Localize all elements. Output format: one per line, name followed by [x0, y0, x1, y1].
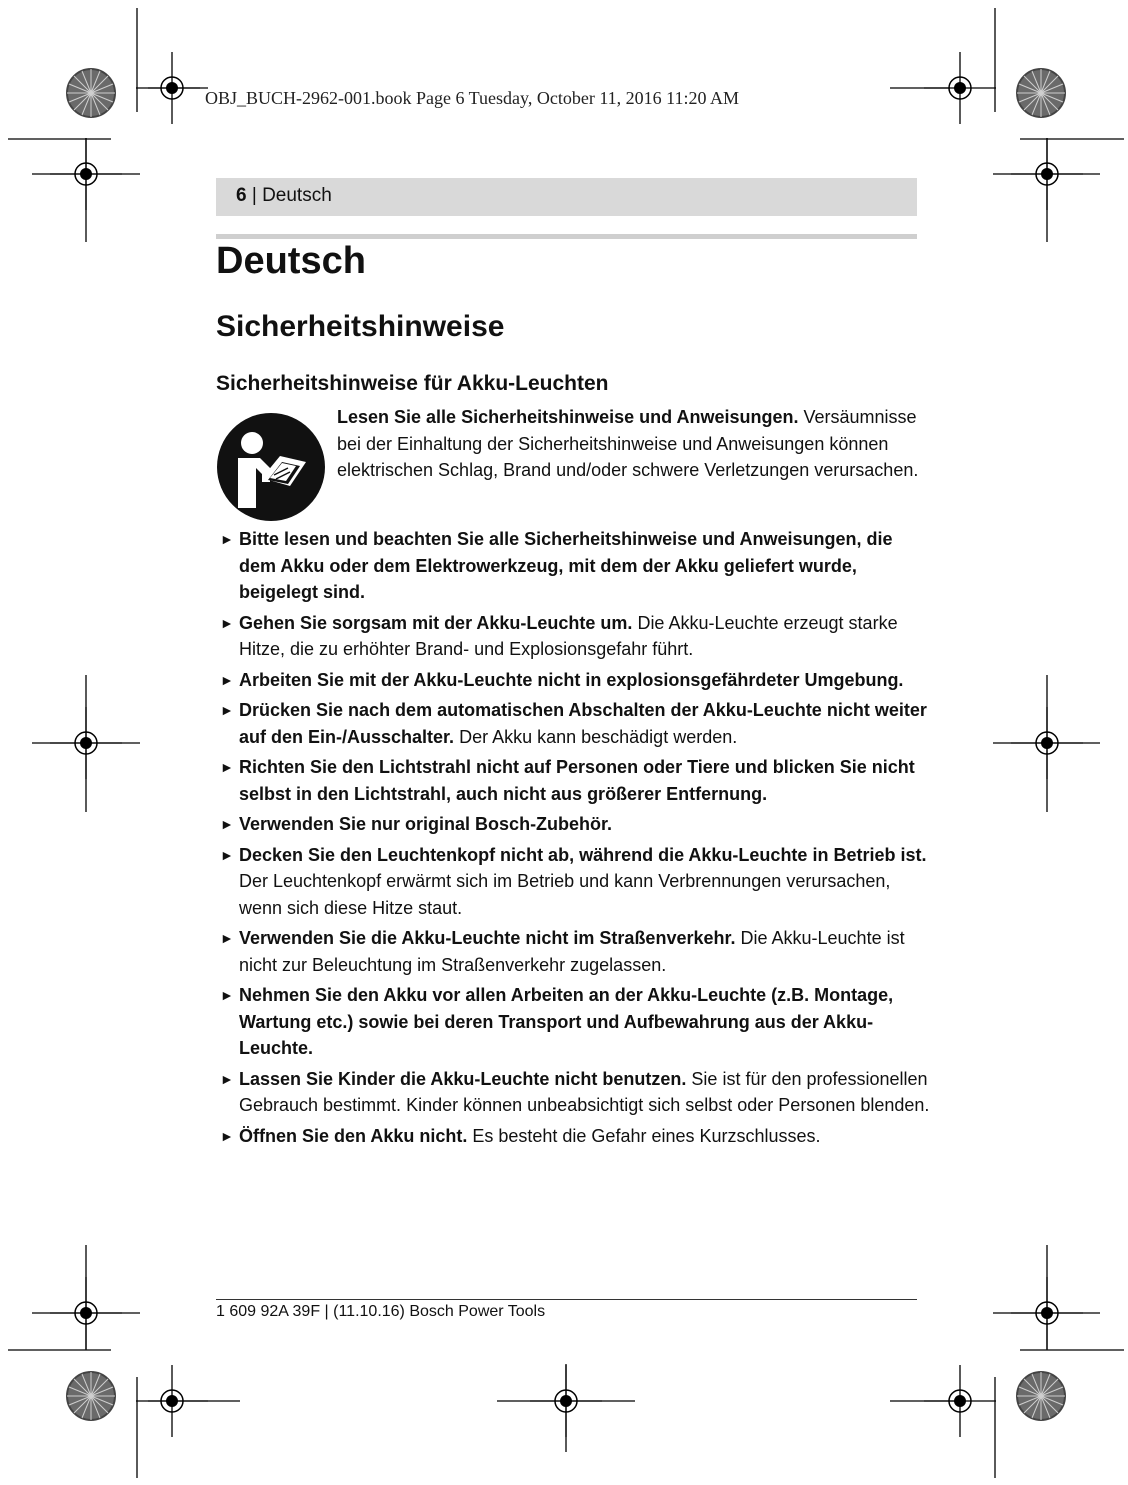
section-title: Sicherheitshinweise: [216, 310, 505, 343]
safety-bullet-item: [220, 982, 932, 1062]
page-number: 6: [236, 185, 247, 206]
safety-bullet-item: [220, 526, 932, 606]
safety-bullet-item: [220, 1123, 932, 1150]
bullet-bold-text: Arbeiten Sie mit der Akku-Leuchte nicht in explosionsgefährdeter Umgebung.: [239, 669, 904, 690]
safety-bullet-item: [220, 754, 932, 807]
bullet-arrow-icon: ►: [220, 531, 234, 547]
header-separator: |: [246, 185, 263, 206]
bullet-text: Der Akku kann beschädigt werden.: [454, 726, 738, 747]
printer-slug-line: OBJ_BUCH-2962-001.book Page 6 Tuesday, October 11, 2016 11:20 AM: [205, 88, 739, 108]
bullet-arrow-icon: ►: [220, 816, 234, 832]
bullet-arrow-icon: ►: [220, 987, 234, 1003]
bullet-bold-text: Decken Sie den Leuchtenkopf nicht ab, während die Akku-Leuchte in Betrieb ist.: [239, 844, 927, 865]
safety-bullet-item: [220, 842, 932, 922]
intro-paragraph: [337, 404, 922, 484]
bullet-bold-text: Drücken Sie nach dem automatischen Abschalten der Akku-Leuchte nicht weiter auf den Ein-/Ausschalter.: [239, 700, 927, 747]
safety-bullet-item: [220, 1066, 932, 1119]
bullet-bold-text: Öffnen Sie den Akku nicht.: [239, 1125, 468, 1146]
bullet-bold-text: Verwenden Sie nur original Bosch-Zubehör.: [239, 814, 613, 834]
footer-rule: [216, 1299, 917, 1300]
bullet-text: Sie ist für den professionellen Gebrauch bestimmt. Kinder können unbeabsichtigt sich selbst oder Personen blenden.: [239, 1068, 930, 1115]
page-footer: 1 609 92A 39F | (11.10.16) Bosch Power Tools: [216, 1303, 546, 1320]
bullet-bold-text: Lassen Sie Kinder die Akku-Leuchte nicht benutzen.: [239, 1068, 687, 1089]
subsection-title: Sicherheitshinweise für Akku-Leuchten: [216, 372, 609, 395]
bullet-arrow-icon: ►: [220, 1070, 234, 1087]
bullet-bold-text: Gehen Sie sorgsam mit der Akku-Leuchte um.: [239, 612, 633, 633]
title-rule: [216, 234, 917, 239]
bullet-arrow-icon: ►: [220, 846, 234, 863]
bullet-text: Die Akku-Leuchte ist nicht zur Beleuchtung im Straßenverkehr zugelassen.: [239, 928, 905, 975]
running-header-text: [236, 185, 332, 207]
safety-bullet-item: [220, 667, 932, 694]
page-title: Deutsch: [216, 240, 366, 282]
bullet-bold-text: Bitte lesen und beachten Sie alle Sicherheitshinweise und Anweisungen, die dem Akku oder dem Elektrowerkzeug, mit dem der Akku geliefert wurde, beigelegt sind.: [239, 529, 893, 602]
bullet-arrow-icon: ►: [220, 930, 234, 946]
bullet-arrow-icon: ►: [220, 671, 234, 688]
running-header: [216, 178, 917, 216]
intro-bold: Lesen Sie alle Sicherheitshinweise und Anweisungen.: [337, 407, 799, 427]
bullet-bold-text: Nehmen Sie den Akku vor allen Arbeiten an der Akku-Leuchte (z.B. Montage, Wartung etc.) sowie bei deren Transport und Aufbewahrung aus der Akku-Leuchte.: [239, 985, 894, 1058]
bullet-bold-text: Verwenden Sie die Akku-Leuchte nicht im Straßenverkehr.: [239, 928, 736, 948]
safety-bullet-item: [220, 697, 932, 750]
safety-bullet-list: [220, 526, 932, 1153]
header-section: Deutsch: [262, 185, 332, 206]
bullet-arrow-icon: ►: [220, 759, 234, 775]
safety-bullet-item: [220, 925, 932, 978]
bullet-arrow-icon: ►: [220, 702, 234, 718]
bullet-text: Es besteht die Gefahr eines Kurzschlusses.: [467, 1125, 821, 1146]
read-manual-icon: [216, 412, 326, 522]
bullet-arrow-icon: ►: [220, 1127, 234, 1144]
intro-text: Versäumnisse bei der Einhaltung der Sicherheitshinweise und Anweisungen können elektrischen Schlag, Brand und/oder schwere Verletzungen verursachen.: [337, 407, 919, 480]
bullet-bold-text: Richten Sie den Lichtstrahl nicht auf Personen oder Tiere und blicken Sie nicht selbst in den Lichtstrahl, auch nicht aus größerer Entfernung.: [239, 757, 915, 804]
safety-bullet-item: [220, 811, 932, 838]
bullet-arrow-icon: ►: [220, 614, 234, 631]
bullet-text: Die Akku-Leuchte erzeugt starke Hitze, die zu erhöhter Brand- und Explosionsgefahr führt.: [239, 612, 898, 659]
bullet-text: Der Leuchtenkopf erwärmt sich im Betrieb und kann Verbrennungen verursachen, wenn sich diese Hitze staut.: [239, 871, 891, 918]
safety-bullet-item: [220, 610, 932, 663]
